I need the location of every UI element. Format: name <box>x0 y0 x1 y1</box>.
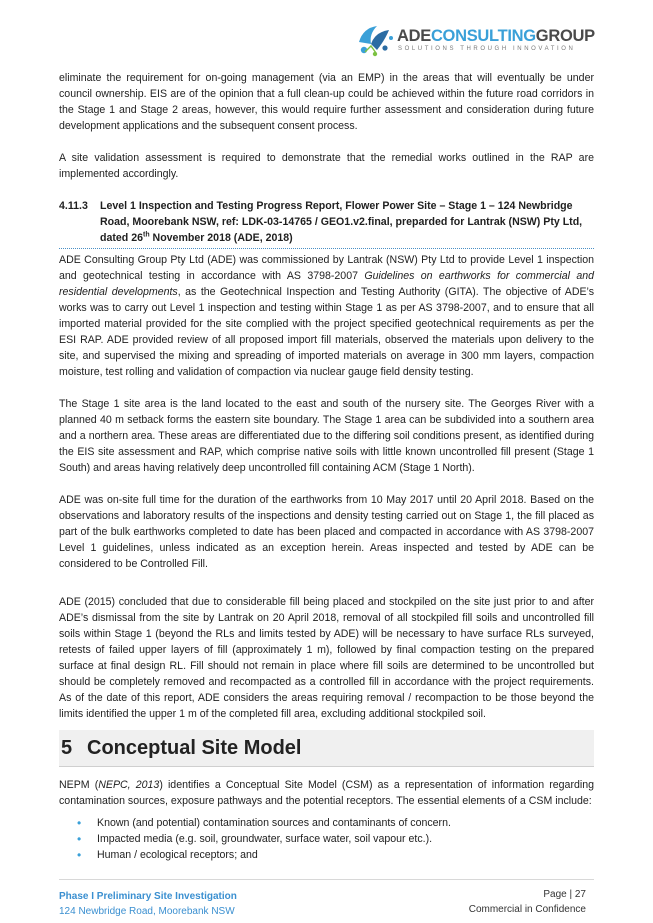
bullet-icon: • <box>77 816 82 830</box>
footer-address: 124 Newbridge Road, Moorebank NSW <box>59 906 235 917</box>
page-body <box>59 70 594 863</box>
p3-lead: ADE Consulting Group Pty Ltd (ADE) was commissioned by Lantrak (NSW) Pty Ltd to provide Level 1 inspection and geotechnical testing in accordance with AS 3798-2007 <box>59 254 594 282</box>
list-item <box>59 831 594 847</box>
list-item-text: Human / ecological receptors; and <box>97 849 258 861</box>
footer-document-info <box>59 889 237 919</box>
subsection-number: 4.11.3 <box>59 200 88 212</box>
list-item <box>59 815 594 831</box>
footer-doc-title: Phase I Preliminary Site Investigation <box>59 891 237 902</box>
page-number: Page | 27 <box>543 889 586 900</box>
logo-mark-icon <box>355 22 395 58</box>
section-number: 5 <box>61 736 73 759</box>
company-logo <box>355 22 595 58</box>
bullet-icon: • <box>77 848 82 862</box>
list-item-text: Impacted media (e.g. soil, groundwater, surface water, soil vapour etc.). <box>97 833 433 845</box>
paragraph-site-validation: A site validation assessment is required to demonstrate that the remedial works outlined in the RAP are implemented accordingly. <box>59 152 594 180</box>
logo-secondary: CONSULTING <box>430 27 536 45</box>
section-heading <box>59 730 594 767</box>
p7-citation: NEPC, 2013 <box>98 779 160 791</box>
paragraph-stage1-area: The Stage 1 site area is the land located to the east and south of the nursery site. The Georges River with a planned 40 m setback forms the eastern site boundary. The Stage 1 area can be subdivided into a southern area and a northern area. These areas are differentiated due to the differing soil conditions present, as identified during the EIS site assessment and RAP, which comprise native soils with little known uncontrolled fill present (Stage 1 South) and areas having relatively deep uncontrolled fill containing ACM (Stage 1 North). <box>59 398 594 474</box>
paragraph-ade-2015: ADE (2015) concluded that due to considerable fill being placed and stockpiled on the site just prior to and after ADE’s dismissal from the site by Lantrak on 20 April 2018, removal of all stockpiled fill soils and uncontrolled fill soils within Stage 1 (beyond the RLs and limits tested by ADE) will be necessary to have surface RLs surveyed, retests of failed upper layers of fill (approximately 1 m), followed by final compaction testing on the prepared surface at final design RL. Fill should not remain in place where fill soils are determined to be uncontrolled but should be completely removed and recompacted as a controlled fill in accordance with the project requirements. As of the date of this report, ADE considers the areas requiring removal / recompaction to be those beyond the limits identified the upper 1 m of the completed fill area, excluding additional stockpiled soil. <box>59 596 594 720</box>
list-item <box>59 847 594 863</box>
paragraph-ade-onsite: ADE was on-site full time for the duration of the earthworks from 10 May 2017 until 20 April 2018. Based on the observations and laboratory results of the inspections and density testing carried out on Stage 1, the fill placed as part of the bulk earthworks completed to date has been placed and compacted in accordance with AS 3798-2007 Level 1 guidelines, unless indicated as an exception herein. Areas inspected and tested by ADE can be considered to be Controlled Fill. <box>59 494 594 570</box>
confidentiality-note: Commercial in Confidence <box>468 904 586 915</box>
page-footer <box>59 879 594 917</box>
paragraph-eis-cleanup: eliminate the requirement for on-going management (via an EMP) in the areas that will eventually be under council ownership. EIS are of the opinion that a full clean-up could be achieved within the future road corridors in the Stage 1 and Stage 2 areas, however, this would require further assessment and consideration during future development applications and the subsequent consent process. <box>59 72 594 132</box>
footer-page-info <box>469 887 586 917</box>
subsection-title-end: November 2018 (ADE, 2018) <box>149 232 293 244</box>
subsection-heading <box>59 198 594 249</box>
p3-guideline-title: Guidelines on earthworks for commercial and residential developments <box>59 270 594 298</box>
csm-elements-list <box>59 815 594 863</box>
subsection-title-main: Level 1 Inspection and Testing Progress Report, Flower Power Site – Stage 1 – 124 Newbridge Road, Moorebank NSW, ref: LDK-03-14765 / GEO1.v2.final, preparded for Lantrak (NSW) Pty Ltd, dated 26 <box>100 200 583 244</box>
logo-tagline: SOLUTIONS THROUGH INNOVATION <box>398 46 576 52</box>
paragraph-ade-commission <box>59 252 594 380</box>
subsection-title <box>100 198 594 246</box>
logo-tertiary: GROUP <box>535 27 595 45</box>
p3-rest: , as the Geotechnical Inspection and Testing Authority (GITA). The objective of ADE’s works was to carry out Level 1 inspection and testing within Stage 1 as per AS 3798-2007, and to ensure that all imported material provided for the site complied with the project specified geotechnical requirements as per the ESI RAP. ADE provided review of all proposed import fill materials, observed the materials upon delivery to the site, and supervised the mixing and spreading of imported materials on average in 300 mm layers, compaction moisture, test rolling and validation of compaction via nuclear gauge field density testing. <box>59 286 594 378</box>
section-title: Conceptual Site Model <box>87 736 302 759</box>
logo-wordmark <box>397 27 595 46</box>
p7-rest: ) identifies a Conceptual Site Model (CSM) as a representation of information regarding contamination sources, exposure pathways and the potential receptors. The essential elements of a CSM include: <box>59 779 595 807</box>
paragraph-nepm-csm <box>59 777 594 809</box>
logo-primary: ADE <box>397 27 431 45</box>
p7-lead: NEPM ( <box>59 779 99 791</box>
list-item-text: Known (and potential) contamination sources and contaminants of concern. <box>97 817 451 829</box>
bullet-icon: • <box>77 832 82 846</box>
subsection-title-sup: th <box>142 231 150 239</box>
